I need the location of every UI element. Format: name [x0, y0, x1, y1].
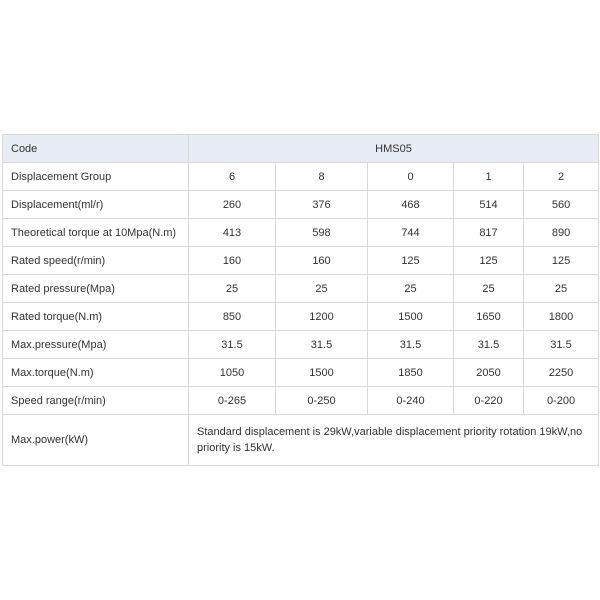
- table-cell: 25: [368, 275, 454, 303]
- table-cell: 1200: [276, 303, 368, 331]
- table-header-row: [3, 135, 599, 163]
- table-cell: 2250: [524, 359, 599, 387]
- header-model-name: HMS05: [189, 135, 599, 163]
- table-cell: 1500: [276, 359, 368, 387]
- spec-table-container: [2, 134, 598, 466]
- table-row: [3, 247, 599, 275]
- table-cell: 125: [524, 247, 599, 275]
- table-cell: 560: [524, 191, 599, 219]
- table-cell: 25: [189, 275, 276, 303]
- table-cell: 160: [276, 247, 368, 275]
- table-cell: 260: [189, 191, 276, 219]
- row-label: Max.torque(N.m): [3, 359, 189, 387]
- table-cell: 468: [368, 191, 454, 219]
- table-cell: 125: [454, 247, 524, 275]
- table-cell: 890: [524, 219, 599, 247]
- table-cell: 8: [276, 163, 368, 191]
- table-footer-row: [3, 415, 599, 466]
- table-cell: 31.5: [189, 331, 276, 359]
- header-code-label: Code: [3, 135, 189, 163]
- table-cell: 160: [189, 247, 276, 275]
- table-row: [3, 219, 599, 247]
- table-row: [3, 359, 599, 387]
- spec-table: [2, 134, 599, 466]
- table-cell: 25: [524, 275, 599, 303]
- table-cell: 0-250: [276, 387, 368, 415]
- table-row: [3, 303, 599, 331]
- table-cell: 31.5: [276, 331, 368, 359]
- table-cell: 25: [276, 275, 368, 303]
- table-cell: 514: [454, 191, 524, 219]
- row-label: Max.pressure(Mpa): [3, 331, 189, 359]
- table-cell: 31.5: [368, 331, 454, 359]
- table-row: [3, 191, 599, 219]
- row-label: Displacement Group: [3, 163, 189, 191]
- table-cell: 2050: [454, 359, 524, 387]
- table-cell: 1: [454, 163, 524, 191]
- table-cell: 0-240: [368, 387, 454, 415]
- table-cell: 376: [276, 191, 368, 219]
- table-cell: 850: [189, 303, 276, 331]
- table-cell: 413: [189, 219, 276, 247]
- table-cell: 31.5: [524, 331, 599, 359]
- table-cell: 598: [276, 219, 368, 247]
- row-label: Rated pressure(Mpa): [3, 275, 189, 303]
- table-cell: 0-200: [524, 387, 599, 415]
- table-cell: 6: [189, 163, 276, 191]
- table-cell: 1050: [189, 359, 276, 387]
- table-row: [3, 275, 599, 303]
- row-label: Rated speed(r/min): [3, 247, 189, 275]
- table-cell: 0-220: [454, 387, 524, 415]
- row-label: Rated torque(N.m): [3, 303, 189, 331]
- table-cell: 744: [368, 219, 454, 247]
- table-cell: 31.5: [454, 331, 524, 359]
- max-power-description: Standard displacement is 29kW,variable displacement priority rotation 19kW,no priority is 15kW.: [189, 415, 599, 466]
- table-row: [3, 387, 599, 415]
- table-cell: 25: [454, 275, 524, 303]
- table-row: [3, 163, 599, 191]
- table-cell: 1850: [368, 359, 454, 387]
- row-label: Speed range(r/min): [3, 387, 189, 415]
- table-cell: 1500: [368, 303, 454, 331]
- row-label: Max.power(kW): [3, 415, 189, 466]
- table-cell: 817: [454, 219, 524, 247]
- row-label: Displacement(ml/r): [3, 191, 189, 219]
- table-cell: 0: [368, 163, 454, 191]
- table-cell: 125: [368, 247, 454, 275]
- row-label: Theoretical torque at 10Mpa(N.m): [3, 219, 189, 247]
- table-cell: 1650: [454, 303, 524, 331]
- table-cell: 2: [524, 163, 599, 191]
- table-cell: 0-265: [189, 387, 276, 415]
- table-row: [3, 331, 599, 359]
- table-cell: 1800: [524, 303, 599, 331]
